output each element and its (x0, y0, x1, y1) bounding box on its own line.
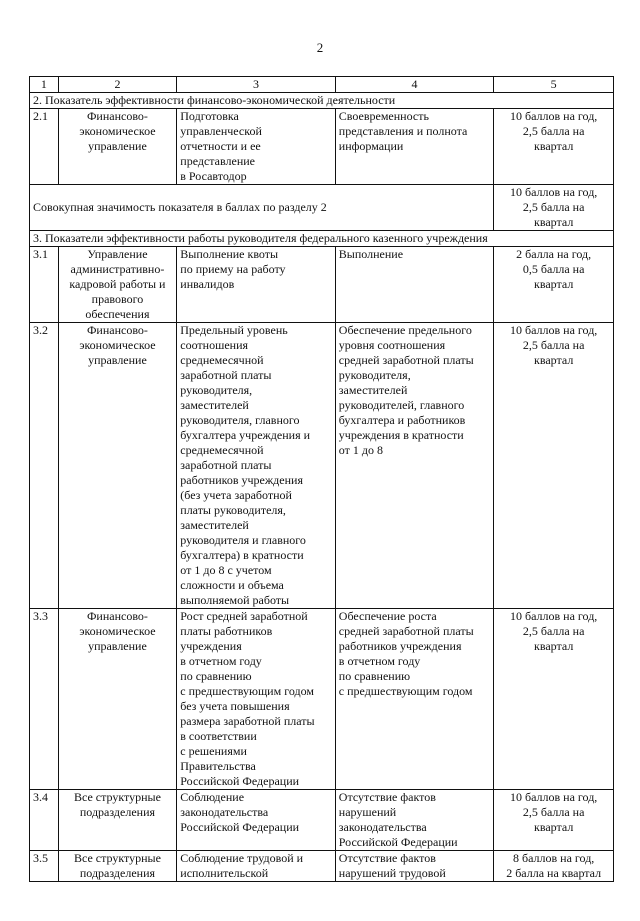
responsible-unit: Финансово- экономическое управление (58, 323, 177, 609)
section-heading-row (30, 93, 614, 109)
section-heading-row (30, 231, 614, 247)
column-number-1: 1 (30, 77, 59, 93)
table-row (30, 851, 614, 882)
row-number: 3.2 (30, 323, 59, 609)
points: 10 баллов на год, 2,5 балла на квартал (494, 609, 614, 790)
row-number: 3.5 (30, 851, 59, 882)
row-number: 2.1 (30, 109, 59, 185)
responsible-unit: Управление административно- кадровой работы и правового обеспечения (58, 247, 177, 323)
responsible-unit: Финансово- экономическое управление (58, 109, 177, 185)
criterion: Отсутствие фактов нарушений законодательства Российской Федерации (335, 790, 494, 851)
responsible-unit: Финансово- экономическое управление (58, 609, 177, 790)
criterion: Обеспечение роста средней заработной платы работников учреждения в отчетном году по сравнению с предшествующим годом (335, 609, 494, 790)
points: 8 баллов на год, 2 балла на квартал (494, 851, 614, 882)
column-number-row (30, 77, 614, 93)
column-number-3: 3 (177, 77, 336, 93)
indicator-name: Подготовка управленческой отчетности и ее представление в Росавтодор (177, 109, 336, 185)
section-3-title: 3. Показатели эффективности работы руководителя федерального казенного учреждения (30, 231, 614, 247)
section-2-title: 2. Показатель эффективности финансово-экономической деятельности (30, 93, 614, 109)
section-total-row (30, 185, 614, 231)
responsible-unit: Все структурные подразделения (58, 790, 177, 851)
table-row (30, 609, 614, 790)
indicator-name: Выполнение квоты по приему на работу инвалидов (177, 247, 336, 323)
responsible-unit: Все структурные подразделения (58, 851, 177, 882)
page-number: 2 (316, 40, 324, 55)
table-row (30, 109, 614, 185)
criterion: Отсутствие фактов нарушений трудовой (335, 851, 494, 882)
evaluation-table (29, 76, 614, 882)
criterion: Обеспечение предельного уровня соотношения средней заработной платы руководителя, заместителей руководителей, главного бухгалтера и работников учреждения в кратности от 1 до 8 (335, 323, 494, 609)
points: 10 баллов на год, 2,5 балла на квартал (494, 109, 614, 185)
column-number-2: 2 (58, 77, 177, 93)
table-row (30, 790, 614, 851)
points: 2 балла на год, 0,5 балла на квартал (494, 247, 614, 323)
table-row (30, 323, 614, 609)
section-2-total-points: 10 баллов на год, 2,5 балла на квартал (494, 185, 614, 231)
indicator-name: Предельный уровень соотношения среднемесячной заработной платы руководителя, заместителей руководителя, главного бухгалтера учреждения и среднемесячной заработной платы работников учреждения (без учета заработной платы руководителя, заместителей руководителя и главного бухгалтера) в кратности от 1 до 8 с учетом сложности и объема выполняемой работы (177, 323, 336, 609)
table-row (30, 247, 614, 323)
criterion: Выполнение (335, 247, 494, 323)
column-number-4: 4 (335, 77, 494, 93)
section-2-total-label: Совокупная значимость показателя в баллах по разделу 2 (30, 185, 494, 231)
points: 10 баллов на год, 2,5 балла на квартал (494, 323, 614, 609)
indicator-name: Соблюдение трудовой и исполнительской (177, 851, 336, 882)
criterion: Своевременность представления и полнота информации (335, 109, 494, 185)
row-number: 3.3 (30, 609, 59, 790)
row-number: 3.4 (30, 790, 59, 851)
column-number-5: 5 (494, 77, 614, 93)
row-number: 3.1 (30, 247, 59, 323)
indicator-name: Соблюдение законодательства Российской Федерации (177, 790, 336, 851)
points: 10 баллов на год, 2,5 балла на квартал (494, 790, 614, 851)
indicator-name: Рост средней заработной платы работников учреждения в отчетном году по сравнению с предшествующим годом без учета повышения размера заработной платы в соответствии с решениями Правительства Российской Федерации (177, 609, 336, 790)
